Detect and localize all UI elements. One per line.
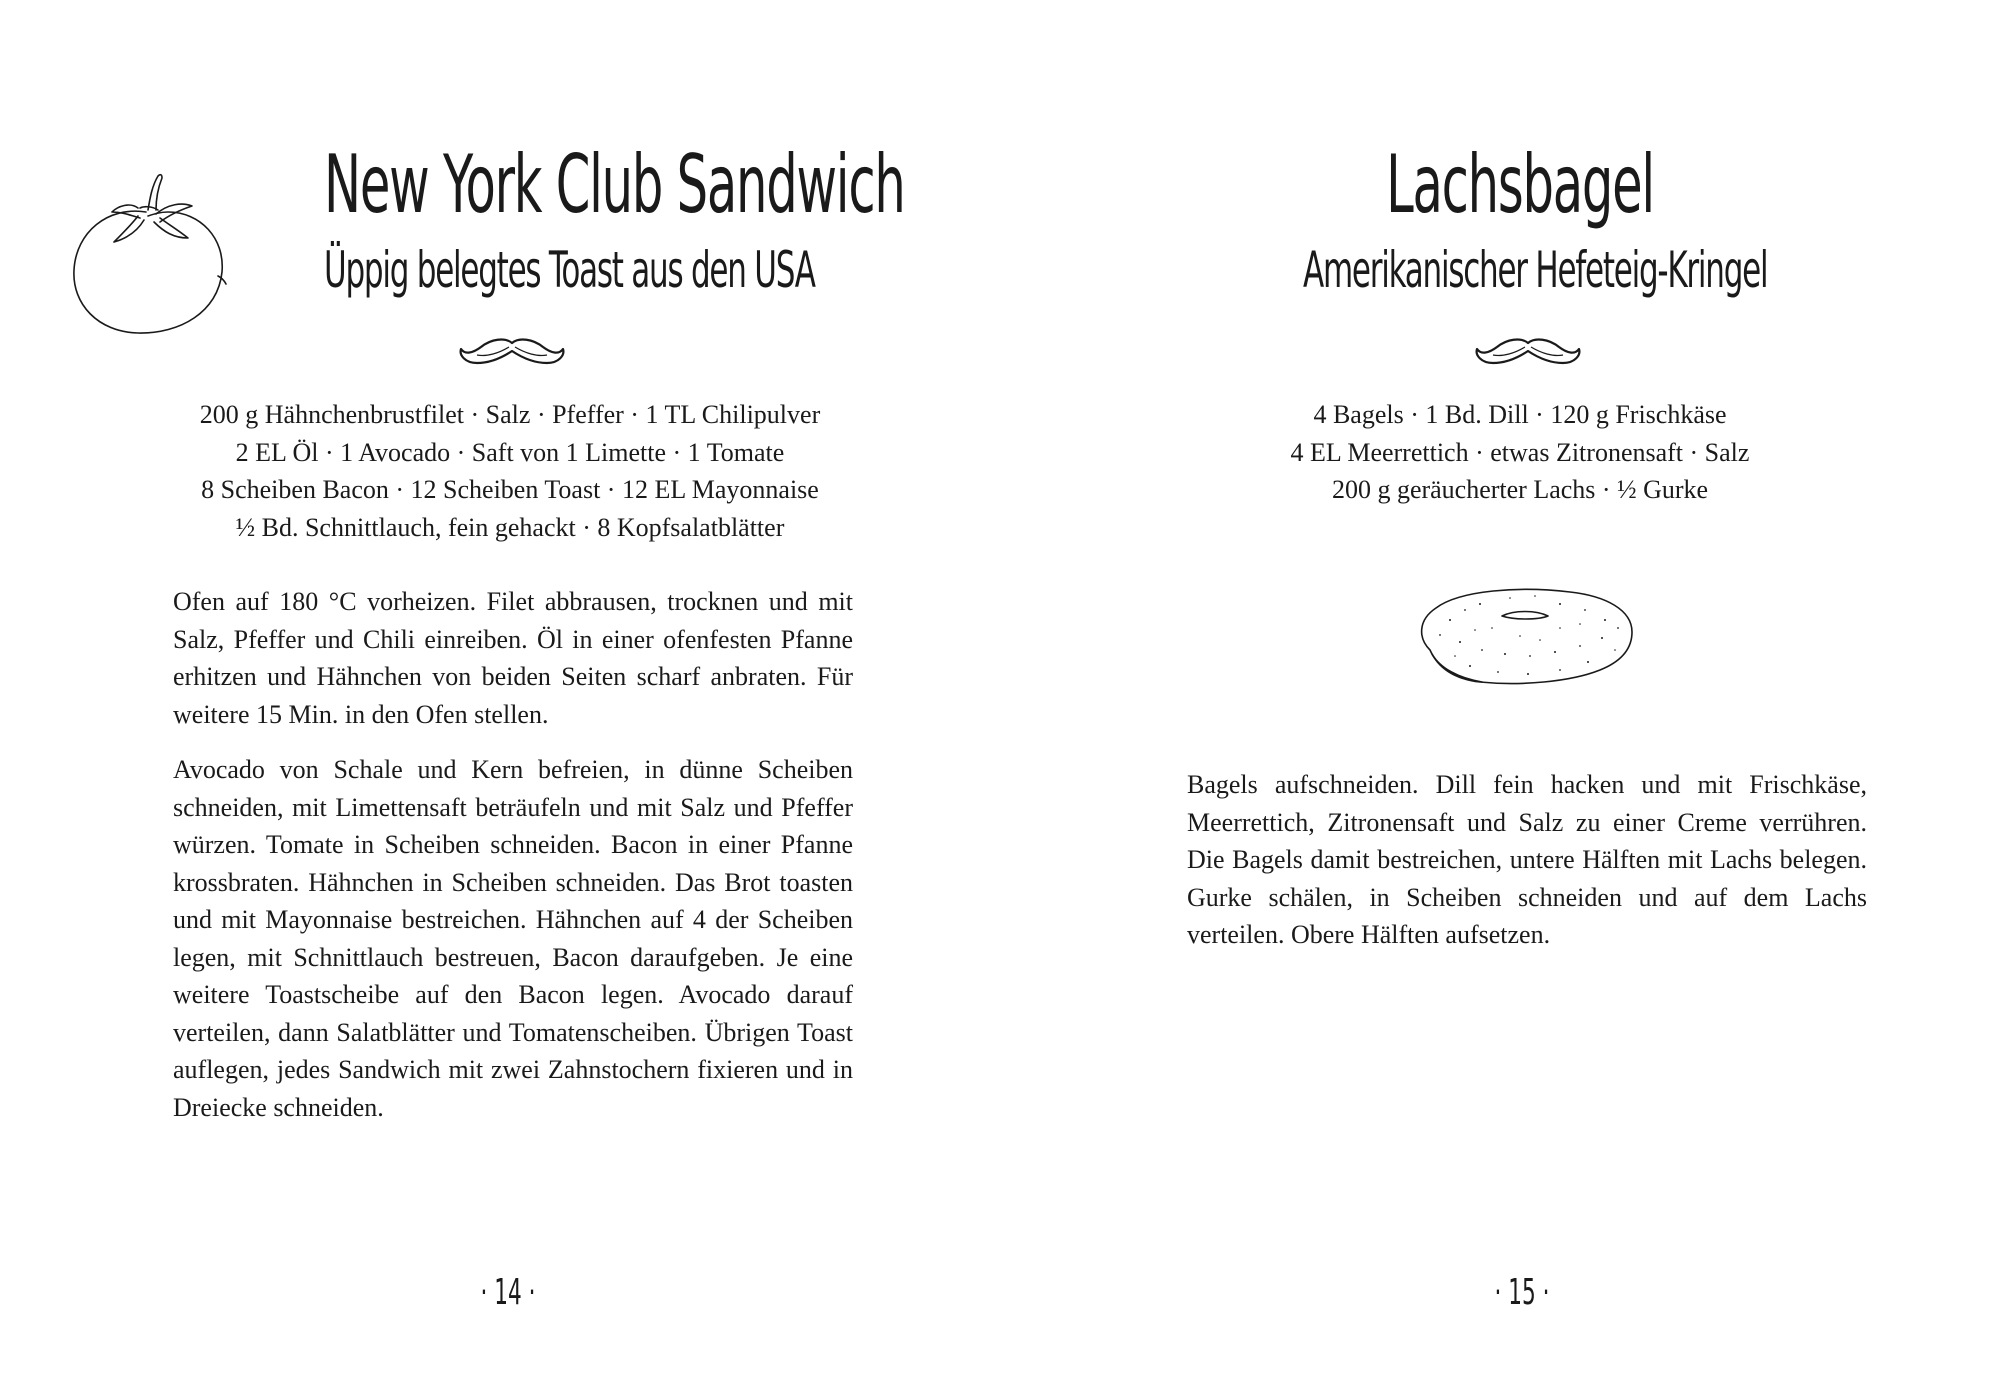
tomato-icon [68,172,228,337]
recipe-title: New York Club Sandwich [324,138,905,231]
page-number: · 15 · [1494,1272,1550,1313]
ingredient-line: ½ Bd. Schnittlauch, fein gehackt · 8 Kopfsalatblätter [235,512,785,542]
ingredient-line: 2 EL Öl · 1 Avocado · Saft von 1 Limette · 1 Tomate [235,437,785,467]
mustache-icon [457,333,567,367]
ingredient-line: 200 g Hähnchenbrustfilet · Salz · Pfeffer · 1 TL Chilipulver [199,400,821,429]
recipe-subtitle: Amerikanischer Hefeteig-Kringel [1303,241,1768,299]
instruction-paragraph: Bagels aufschneiden. Dill fein hacken und mit Frischkäse, Meerrettich, Zitronensaft und Salz zu einer Creme verrühren. Die Bagels damit bestreichen, untere Hälften mit Lachs belegen. Gurke schälen, in Scheiben schneiden und auf dem Lachs verteilen. Obere Hälften aufsetzen. [1187,770,1867,949]
recipe-subtitle: Üppig belegtes Toast aus den USA [324,241,815,299]
ingredients-list [1170,396,1870,509]
bagel-icon [1410,580,1640,690]
ingredient-line: 200 g geräucherter Lachs · ½ Gurke [1331,475,1709,504]
recipe-title: Lachsbagel [1386,138,1654,231]
ingredients-list [150,396,870,546]
ingredient-line: 4 Bagels · 1 Bd. Dill · 120 g Frischkäse [1313,400,1727,429]
instruction-paragraph: Ofen auf 180 °C vorheizen. Filet abbrausen, trocknen und mit Salz, Pfeffer und Chili einreiben. Öl in einer ofenfesten Pfanne erhitzen und Hähnchen von beiden Seiten scharf anbraten. Für weitere 15 Min. in den Ofen stellen. [173,587,853,729]
ingredient-line: 8 Scheiben Bacon · 12 Scheiben Toast · 12 EL Mayonnaise [201,475,819,504]
instructions [1187,766,1867,972]
right-page [1000,0,2000,1391]
instruction-paragraph: Avocado von Schale und Kern befreien, in dünne Scheiben schneiden, mit Limettensaft beträufeln und mit Salz und Pfeffer würzen. Tomate in Scheiben schneiden. Bacon in einer Pfanne krossbraten. Hähnchen in Scheiben schneiden. Das Brot toasten und mit Mayonnaise bestreichen. Hähnchen auf 4 der Scheiben legen, mit Schnittlauch bestreuen, Bacon daraufgeben. Je eine weitere Toastscheibe auf den Bacon legen. Avocado darauf verteilen, dann Salatblätter und Tomatenscheiben. Übrigen Toast auflegen, jedes Sandwich mit zwei Zahnstochern fixieren und in Dreiecke schneiden. [173,755,853,1122]
instructions [173,583,853,1144]
page-number: · 14 · [480,1272,536,1313]
mustache-icon [1473,333,1583,367]
ingredient-line: 4 EL Meerrettich · etwas Zitronensaft · Salz [1290,437,1750,467]
